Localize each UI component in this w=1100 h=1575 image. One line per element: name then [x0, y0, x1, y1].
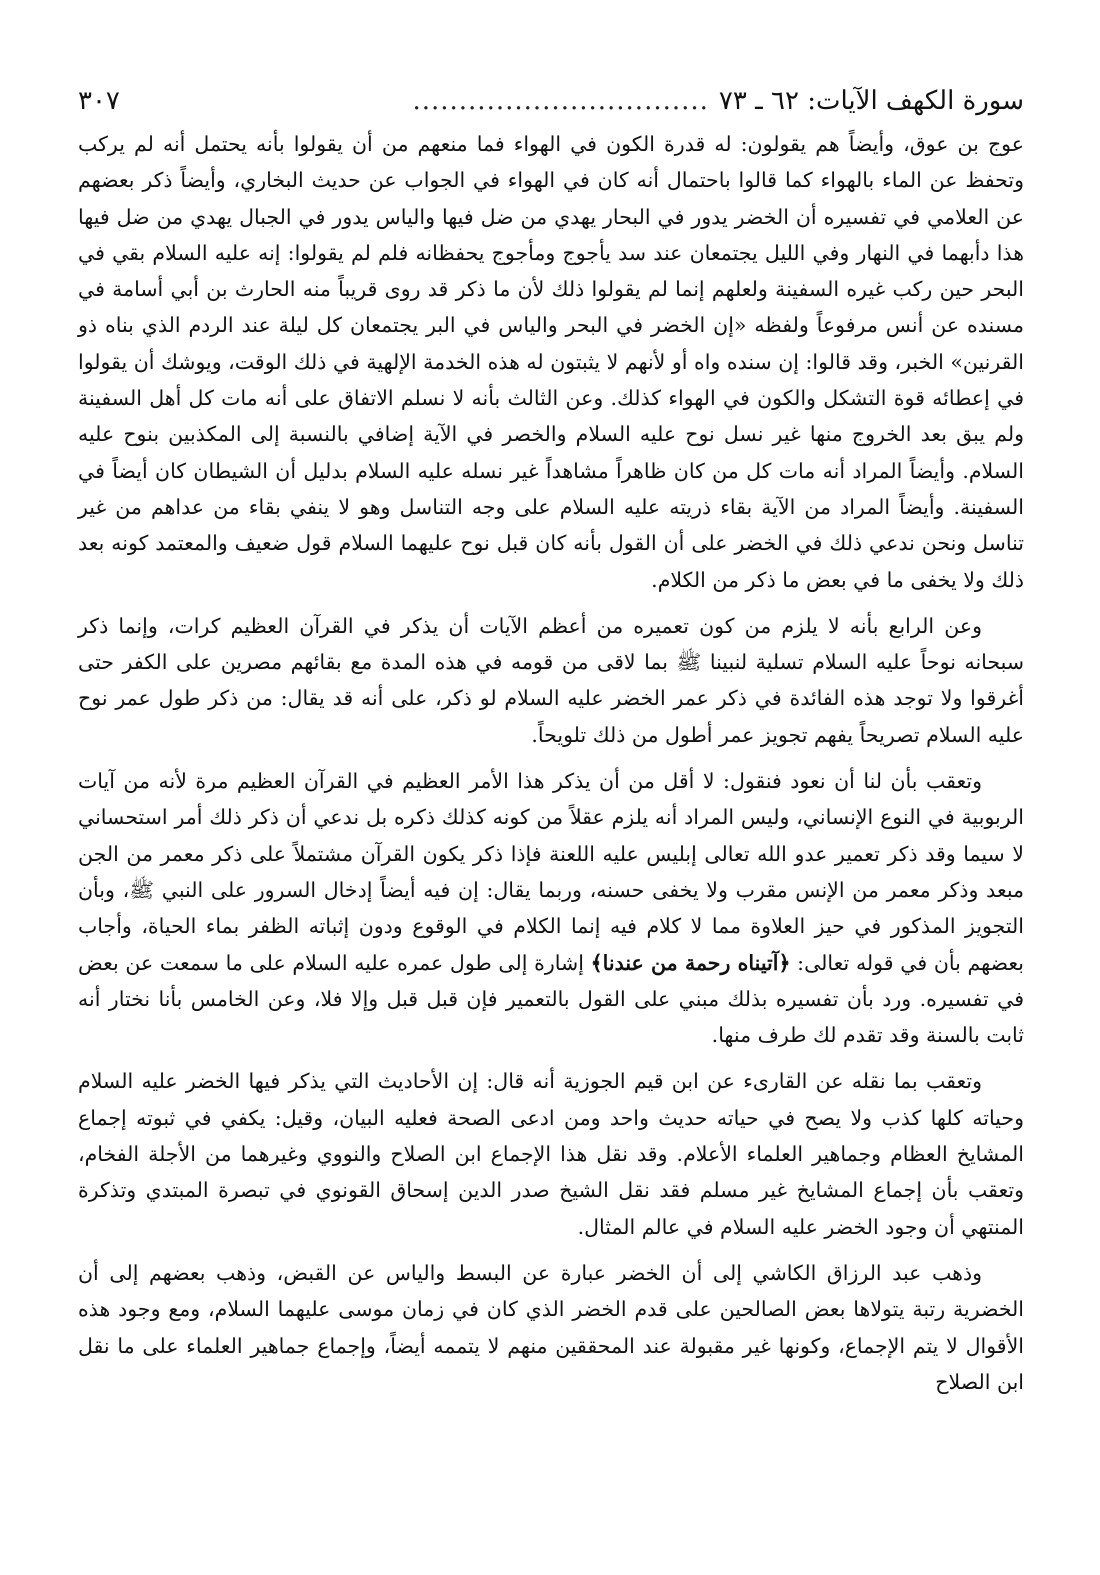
page-number: ٣٠٧ — [78, 86, 120, 116]
quranic-quote: ﴿آتيناه رحمة من عندنا﴾ — [590, 950, 791, 975]
running-header — [78, 80, 1024, 122]
paragraph-3-text-after: إشارة إلى طول عمره عليه السلام على ما سمعت عن بعض في تفسيره. ورد بأن تفسيره بذلك مبني على القول بالتعمير فإن قبل قبل وإلا فلا، وعن الخامس بأنا نختار أنه ثابت بالسنة وقد تقدم لك طرف منها. — [78, 950, 1024, 1048]
paragraph-5: وذهب عبد الرزاق الكاشي إلى أن الخضر عبارة عن البسط والياس عن القبض، وذهب بعضهم إلى أن الخضرية رتبة يتولاها بعض الصالحين على قدم الخضر الذي كان في زمان موسى عليهما السلام، ومع وجود هذه الأقوال لا يتم الإجماع، وكونها غير مقبولة عند المحققين منهم لا يتممه أيضاً، وإجماع جماهير العلماء على ما نقل ابن الصلاح — [78, 1260, 1024, 1394]
surah-title: سورة الكهف الآيات: ٦٢ ـ ٧٣ — [718, 86, 1024, 116]
paragraph-2: وعن الرابع بأنه لا يلزم من كون تعميره من أعظم الآيات أن يذكر في القرآن العظيم كرات، وإنما ذكر سبحانه نوحاً عليه السلام تسلية لنبينا ﷺ بما لاقى من قومه في هذه المدة مع بقائهم مصرين على الكفر حتى أغرقوا ولا توجد هذه الفائدة في ذكر عمر الخضر عليه السلام لو ذكر، على أنه قد يقال: من ذكر طول عمر نوح عليه السلام تصريحاً يفهم تجويز عمر أطول من ذلك تلويحاً. — [78, 613, 1024, 747]
paragraph-3 — [78, 763, 1024, 1053]
book-page — [78, 80, 1024, 1560]
paragraph-3-text-before: وتعقب بأن لنا أن نعود فنقول: لا أقل من أن يذكر هذا الأمر العظيم في القرآن العظيم مرة لأنه من آيات الربوبية في النوع الإنساني، وليس المراد أنه يلزم عقلاً من كونه كذلك ذكره بل ندعي أن ذكر ذلك أمر استحساني لا سيما وقد ذكر تعمير عدو الله تعالى إبليس عليه اللعنة فإذا ذكر يكون القرآن مشتملاً على ذكر معمر من الجن مبعد وذكر معمر من الإنس مقرب ولا يخفى حسنه، وربما يقال: إن فيه أيضاً إدخال السرور على النبي ﷺ، وبأن التجويز المذكور في حيز العلاوة مما لا كلام فيه إنما الكلام في الوقوع ودون إثباته الظفر بماء الحياة، وأجاب بعضهم بأن في قوله تعالى: — [78, 769, 1024, 975]
paragraph-4: وتعقب بما نقله عن القارىء عن ابن قيم الجوزية أنه قال: إن الأحاديث التي يذكر فيها الخضر عليه السلام وحياته كلها كذب ولا يصح في حياته حديث واحد ومن ادعى الصحة فعليه البيان، وقيل: يكفي في ثبوته إجماع المشايخ العظام وجماهير العلماء الأعلام. وقد نقل هذا الإجماع ابن الصلاح والنووي وغيرهما من الأجلة الفخام، وتعقب بأن إجماع المشايخ غير مسلم فقد نقل الشيخ صدر الدين إسحاق القونوي في تبصرة المبتدي وتذكرة المنتهي أن وجود الخضر عليه السلام في عالم المثال. — [78, 1069, 1024, 1239]
dot-leader: ................................ — [412, 86, 709, 116]
paragraph-1: عوج بن عوق، وأيضاً هم يقولون: له قدرة الكون في الهواء فما منعهم من أن يقولوا بأنه يحتمل أنه لم يركب وتحفظ عن الماء بالهواء كما قالوا باحتمال أنه كان في الهواء في الجواب عن حديث البخاري، وأيضاً ذكر بعضهم عن العلامي في تفسيره أن الخضر يدور في البحار يهدي من ضل فيها والياس يدور في الجبال يهدي من ضل فيها هذا دأبهما في النهار وفي الليل يجتمعان عند سد يأجوج ومأجوج يحفظانه فلم لم يقولوا: إنه عليه السلام بقي في البحر حين ركب غيره السفينة ولعلهم إنما لم يقولوا ذلك لأن ما ذكر قد روى قريباً منه الحارث بن أبي أسامة في مسنده عن أنس مرفوعاً ولفظه «إن الخضر في البحر والياس في البر يجتمعان كل ليلة عند الردم الذي بناه ذو القرنين» الخبر، وقد قالوا: إن سنده واه أو لأنهم لا يثبتون له هذه الخدمة الإلهية في ذلك الوقت، ويوشك أن يقولوا في إعطائه قوة التشكل والكون في الهواء كذلك. وعن الثالث بأنه لا نسلم الاتفاق على أنه مات كل أهل السفينة ولم يبق بعد الخروج منها غير نسل نوح عليه السلام والخصر في الآية إضافي بالنسبة إلى المكذبين بنوح عليه السلام. وأيضاً المراد أنه مات كل من كان ظاهراً مشاهداً غير نسله عليه السلام بدليل أن الشيطان كان أيضاً في السفينة. وأيضاً المراد من الآية بقاء ذريته عليه السلام على وجه التناسل وهو لا ينفي بقاء من عداهم من غير تناسل ونحن ندعي ذلك في الخضر على أن القول بأنه كان قبل نوح عليهما السلام قول ضعيف والمعتمد كونه بعد ذلك ولا يخفى ما في بعض ما ذكر من الكلام. — [78, 132, 1024, 592]
